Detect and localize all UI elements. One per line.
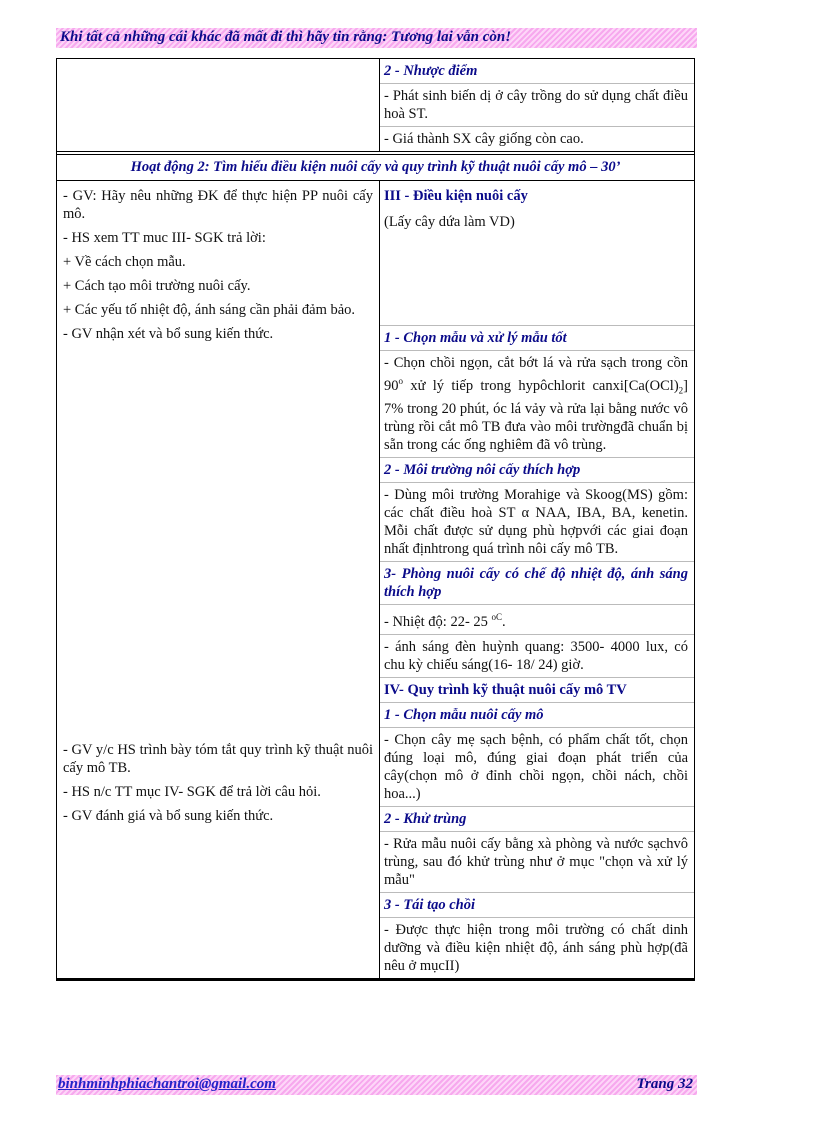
teacher-student-cell	[57, 181, 380, 978]
table-row	[57, 59, 694, 152]
paragraph: - Giá thành SX cây giống còn cao.	[384, 131, 584, 147]
left-line: - HS xem TT muc III- SGK trả lời:	[63, 230, 266, 246]
subsection-heading: 3 - Tái tạo chồi	[380, 893, 694, 918]
header-band	[56, 28, 697, 48]
paragraph: - Rửa mẫu nuôi cấy bằng xà phòng và nước sạchvô trùng, sau đó khử trùng như ở mục "chọn và xử lý mẫu"	[380, 832, 694, 893]
content-cell	[380, 181, 694, 978]
footer-band	[56, 1075, 697, 1095]
paragraph: - Nhiệt độ: 22- 25 $^{oC}$.	[380, 605, 694, 635]
paragraph: - Chọn cây mẹ sạch bệnh, có phẩm chất tốt, chọn đúng loại mô, đúng giai đoạn phát triển của cây(chọn mô ở đỉnh chồi ngọn, chồi nách, chồi hoa...)	[380, 728, 694, 807]
left-line: - HS n/c TT mục IV- SGK để trả lời câu hỏi.	[63, 784, 321, 800]
paragraph: - Dùng môi trường Morahige và Skoog(MS) gồm: các chất điều hoà ST α NAA, IBA, BA, kenetin. Mỗi chất được sử dụng phù hợpvới các giai đoạn nhất địnhtrong quá trình nôi cấy mô TB.	[380, 483, 694, 562]
header-quote: Khi tất cả những cái khác đã mất đi thì hãy tin rằng: Tương lai vẫn còn!	[60, 29, 512, 45]
activity-heading: Hoạt động 2: Tìm hiểu điều kiện nuôi cấy và quy trình kỹ thuật nuôi cấy mô – 30’	[57, 154, 694, 181]
section-block	[380, 181, 694, 326]
section-note: (Lấy cây dứa làm VD)	[384, 214, 515, 230]
paragraph: - Chọn chồi ngọn, cắt bớt lá và rửa sạch trong cồn 90$^o$ xử lý tiếp trong hypôchlorit $canxi[Ca(OCl)_2]$ 7% trong 20 phút, óc lá vảy và rửa lại bằng nước vô trùng rồi cắt mô TB đưa vào môi trườngđã chuẩn bị sẵn trong các ống nghiêm đã vô trùng.	[380, 351, 694, 458]
subsection-heading: 2 - Môi trường nôi cấy thích hợp	[380, 458, 694, 483]
section-heading: 2 - Nhược điểm	[380, 59, 694, 84]
left-cell-empty	[57, 59, 380, 151]
subsection-heading: 1 - Chọn mẫu và xử lý mẫu tốt	[380, 326, 694, 351]
left-line: + Cách tạo môi trường nuôi cấy.	[63, 278, 251, 294]
subsection-heading: 3- Phòng nuôi cấy có chế độ nhiệt độ, ánh sáng thích hợp	[380, 562, 694, 605]
email-link[interactable]: binhminhphiachantroi@gmail.com	[58, 1076, 276, 1092]
table-row	[57, 181, 694, 980]
right-cell	[380, 59, 694, 151]
section-heading: III - Điều kiện nuôi cấy	[384, 188, 528, 204]
left-line: + Về cách chọn mẫu.	[63, 254, 186, 270]
section-heading: IV- Quy trình kỹ thuật nuôi cấy mô TV	[380, 678, 694, 703]
lesson-table	[56, 58, 695, 981]
left-line: + Các yếu tố nhiệt độ, ánh sáng cần phải đảm bảo.	[63, 302, 356, 318]
left-line: - GV: Hãy nêu những ĐK để thực hiện PP nuôi cấy mô.	[63, 188, 373, 222]
activity-group-1	[57, 181, 379, 351]
paragraph: - ánh sáng đèn huỳnh quang: 3500- 4000 lux, có chu kỳ chiếu sáng(16- 18/ 24) giờ.	[380, 635, 694, 678]
left-line: - GV y/c HS trình bày tóm tắt quy trình kỹ thuật nuôi cấy mô TB.	[63, 742, 373, 776]
left-line: - GV nhận xét và bổ sung kiến thức.	[63, 326, 274, 342]
page-number: Trang 32	[636, 1076, 693, 1092]
paragraph: - Phát sinh biến dị ở cây trồng do sử dụng chất điều hoà ST.	[380, 84, 694, 127]
activity-group-2	[57, 737, 379, 833]
left-line: - GV đánh giá và bổ sung kiến thức.	[63, 808, 274, 824]
subsection-heading: 2 - Khử trùng	[380, 807, 694, 832]
paragraph: - Được thực hiện trong môi trường có chất dinh dưỡng và điều kiện nhiệt độ, ánh sáng phù hợp(đã nêu ở mụcII)	[384, 921, 688, 974]
subsection-heading: 1 - Chọn mẫu nuôi cấy mô	[380, 703, 694, 728]
